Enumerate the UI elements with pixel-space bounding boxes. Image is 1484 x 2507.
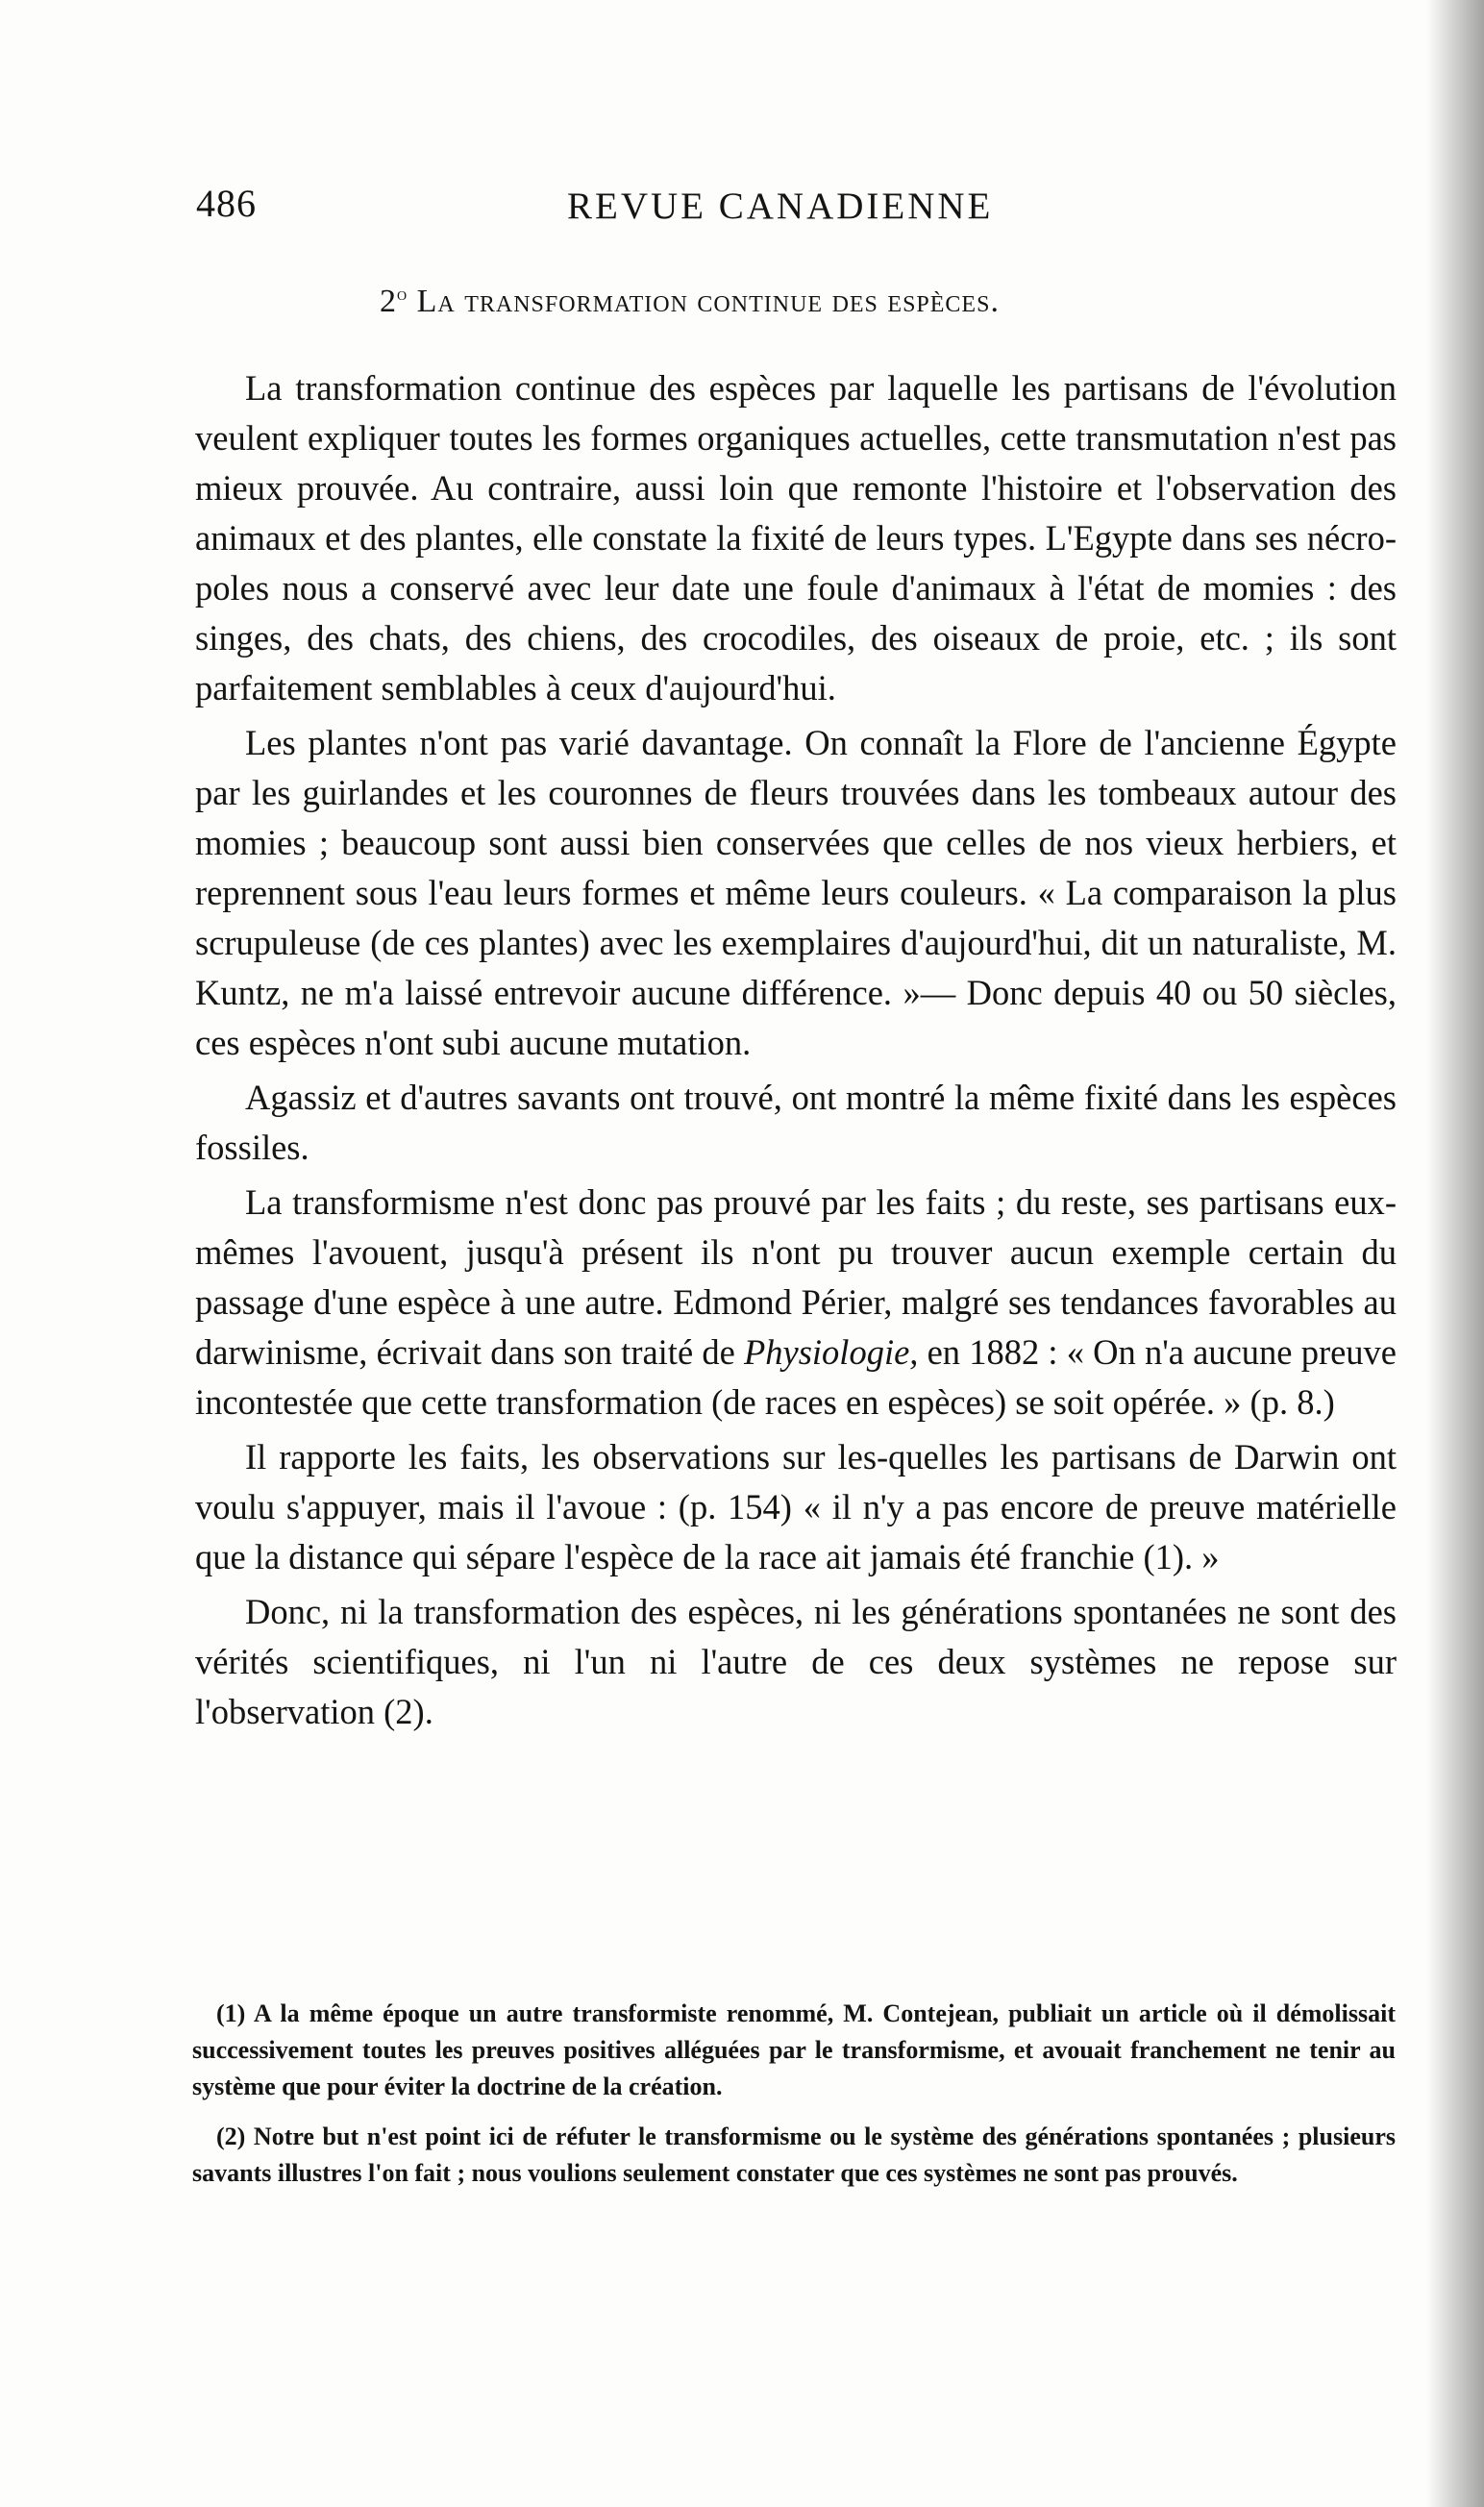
section-number: 2 xyxy=(380,284,397,319)
paragraph-text: en 1882 : « On n'a aucune preuve incontestée que cette transformation (de races en espèces) se soit opérée. » (p. 8.) xyxy=(195,1332,1397,1422)
paragraph: Il rapporte les faits, les observations sur les-quelles les partisans de Darwin ont voulu s'appuyer, mais il l'avoue : (p. 154) « il n'y a pas encore de preuve matérielle que la distance qui sépare l'espèce de la race ait jamais été franchie (1). » xyxy=(195,1437,1397,1576)
journal-title: REVUE CANADIENNE xyxy=(567,186,994,227)
section-heading xyxy=(380,284,1000,320)
running-head xyxy=(192,181,1394,238)
body-text xyxy=(195,363,1397,1742)
paragraph: La transformation continue des espèces par laquelle les partisans de l'évolution veulent expliquer toutes les formes organiques actuelles, cette transmutation n'est pas mieux prouvée. Au contraire, aussi loin que remonte l'histoire et l'observation des animaux et des plantes, elle constate la fixité de leurs types. L'Egypte dans ses nécro-poles nous a conservé avec leur date une foule d'animaux à l'état de momies : des singes, des chats, des chiens, des crocodiles, des oiseaux de proie, etc. ; ils sont parfaitement semblables à ceux d'aujourd'hui. xyxy=(195,368,1397,707)
footnote: (1) A la même époque un autre transformiste renommé, M. Contejean, publiait un article où il démolissait successivement toutes les preuves positives alléguées par le transformisme, et avouait franchement ne tenir au système que pour éviter la doctrine de la création. xyxy=(192,1999,1396,2100)
paragraph: Agassiz et d'autres savants ont trouvé, ont montré la même fixité dans les espèces fossiles. xyxy=(195,1078,1397,1167)
section-title: La transformation continue des espèces. xyxy=(416,284,1000,319)
page-number: 486 xyxy=(196,182,257,225)
section-degree-mark: o xyxy=(397,284,408,305)
footnotes xyxy=(192,1996,1396,2205)
paragraph xyxy=(195,1178,1397,1427)
paragraph-text: La transformisme n'est donc pas prouvé par les faits ; du reste, ses partisans eux-mêmes l'avouent, jusqu'à présent ils n'ont pu trouver aucun exemple certain du passage d'une espèce à une autre. Edmond Périer, malgré ses tendances favorables au darwinisme, écrivait dans son traité de xyxy=(195,1182,1397,1372)
paragraph: Les plantes n'ont pas varié davantage. On connaît la Flore de l'ancienne Égypte par les guirlandes et les couronnes de fleurs trouvées dans les tombeaux autour des momies ; beaucoup sont aussi bien conservées que celles de nos vieux herbiers, et reprennent sous l'eau leurs formes et même leurs couleurs. « La comparaison la plus scrupuleuse (de ces plantes) avec les exemplaires d'aujourd'hui, dit un naturaliste, M. Kuntz, ne m'a laissé entrevoir aucune différence. »— Donc depuis 40 ou 50 siècles, ces espèces n'ont subi aucune mutation. xyxy=(195,723,1397,1062)
book-title-italic: Physiologie, xyxy=(743,1332,919,1372)
footnote: (2) Notre but n'est point ici de réfuter le transformisme ou le système des générations spontanées ; plusieurs savants illustres l'on fait ; nous voulions seulement constater que ces systèmes ne sont pas prouvés. xyxy=(192,2122,1396,2187)
paragraph: Donc, ni la transformation des espèces, ni les générations spontanées ne sont des vérités scientifiques, ni l'un ni l'autre de ces deux systèmes ne repose sur l'observation (2). xyxy=(195,1592,1397,1731)
page-edge-shadow xyxy=(1426,0,1484,2507)
